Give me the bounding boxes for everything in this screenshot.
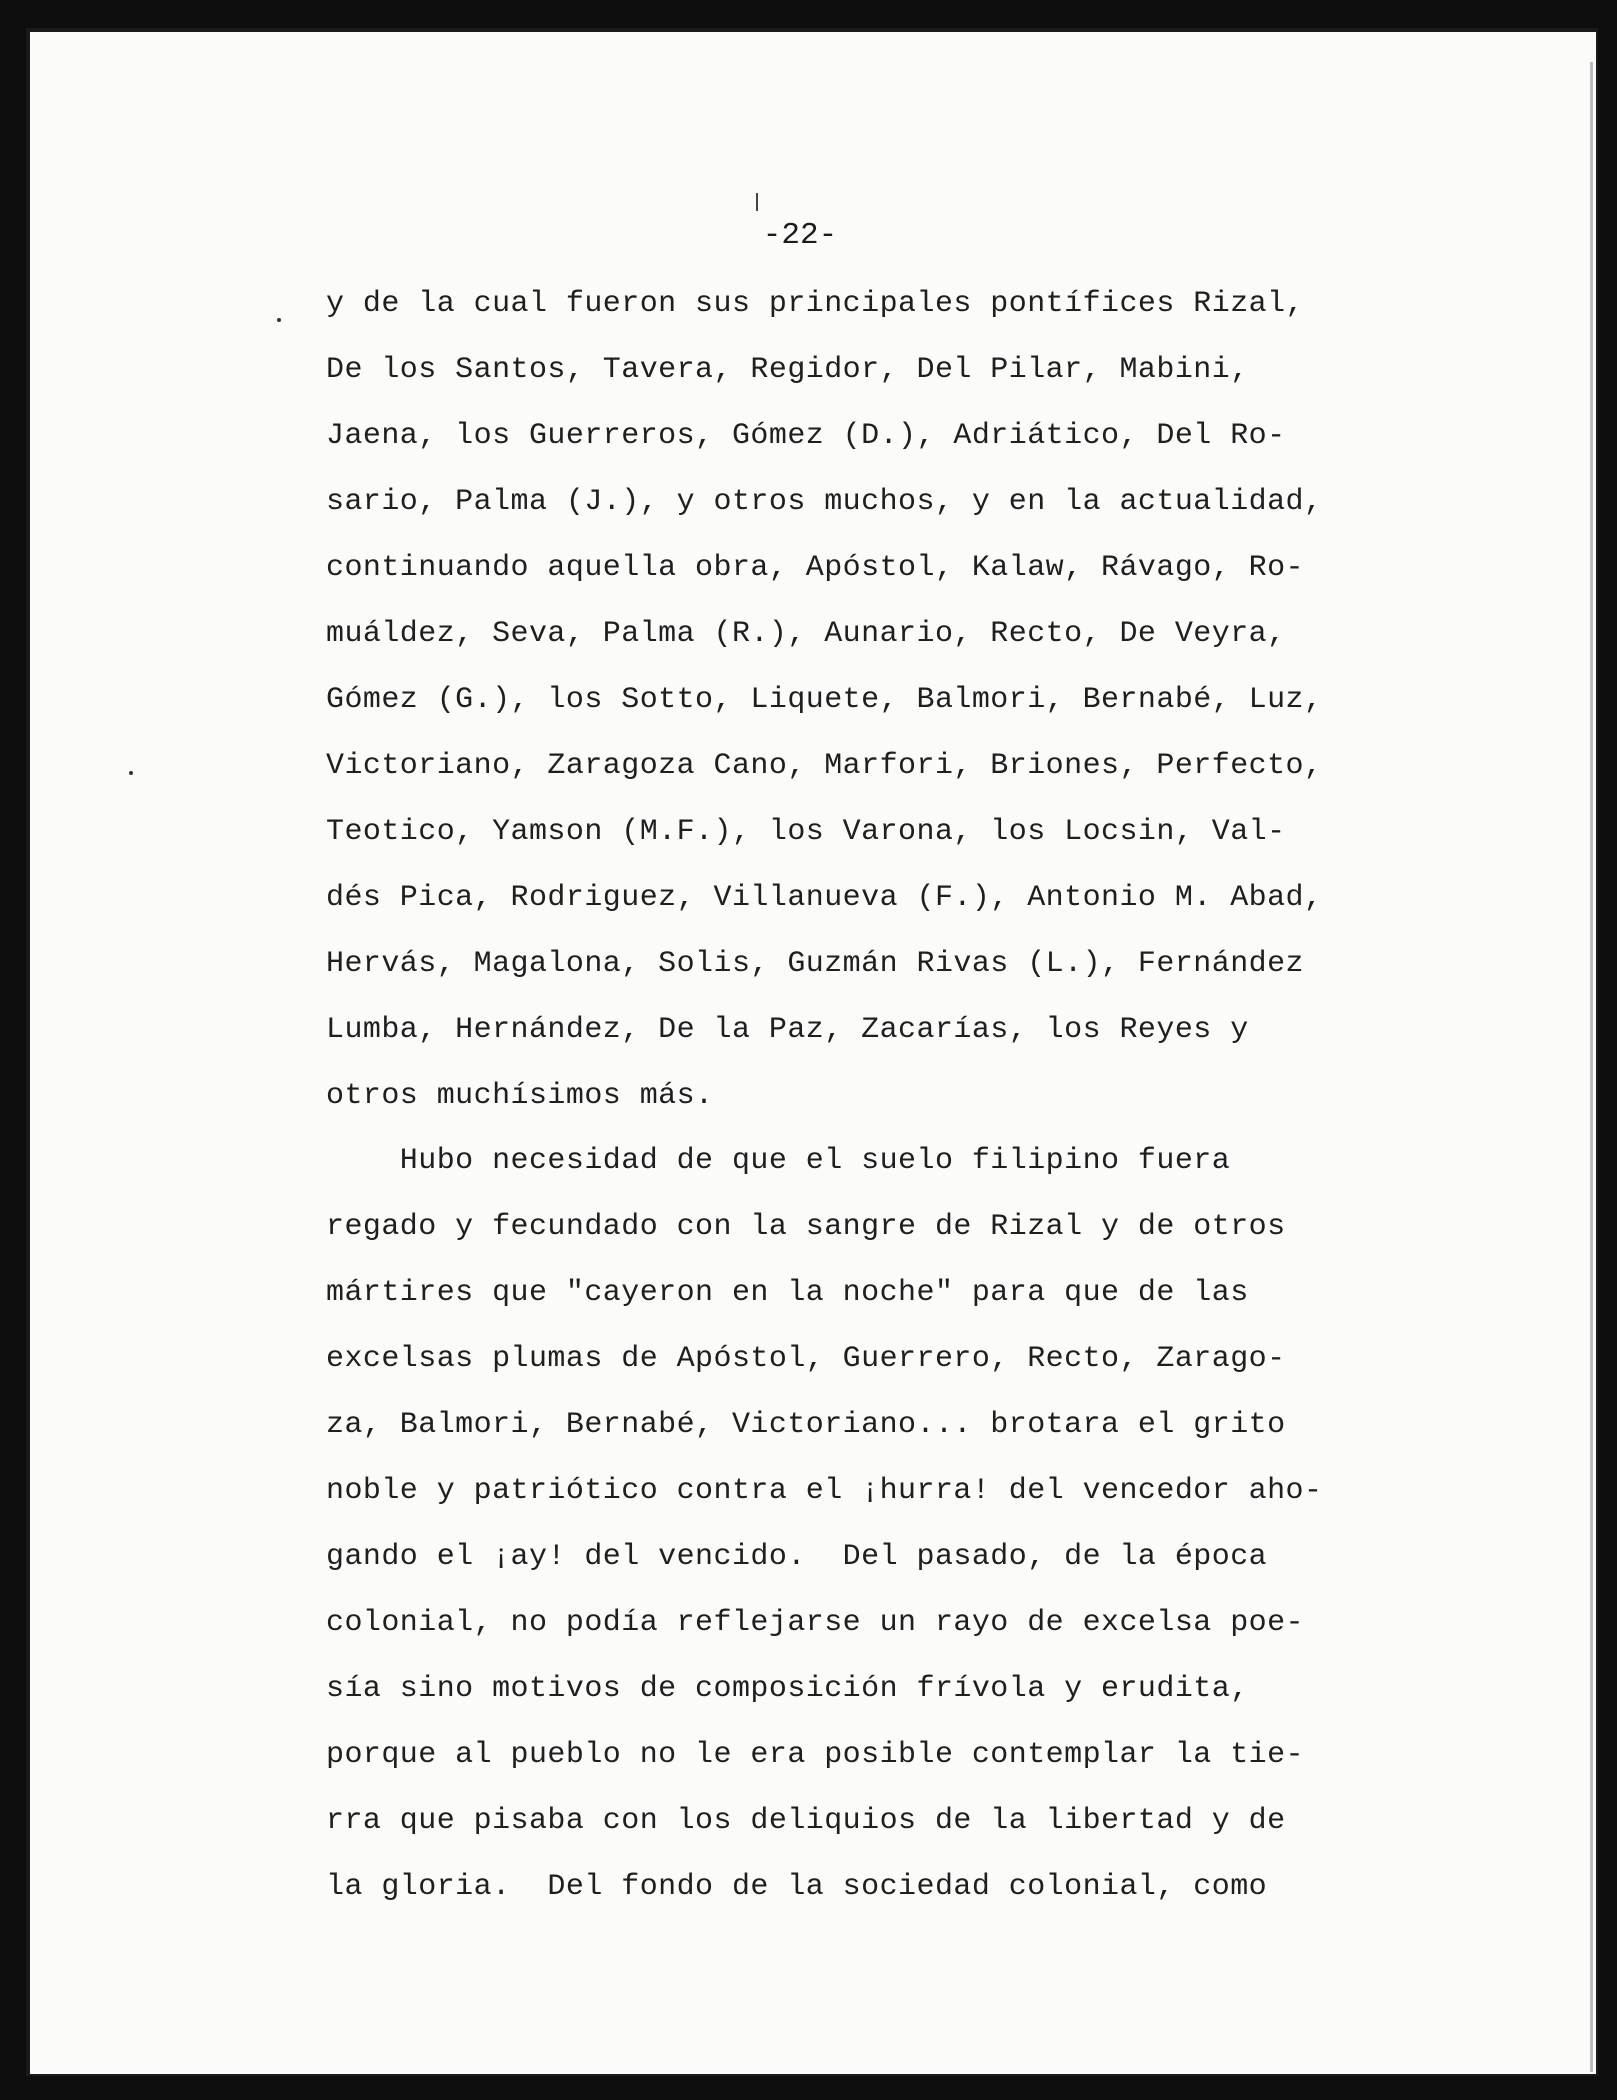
text-line: noble y patriótico contra el ¡hurra! del vencedor aho- <box>326 1474 1323 1508</box>
text-line: Gómez (G.), los Sotto, Liquete, Balmori, Bernabé, Luz, <box>326 683 1323 717</box>
text-line: Jaena, los Guerreros, Gómez (D.), Adriático, Del Ro- <box>326 419 1286 453</box>
scan-border-bottom <box>0 2076 1617 2100</box>
page-edge-shadow <box>1590 62 1593 2072</box>
text-line: Lumba, Hernández, De la Paz, Zacarías, los Reyes y <box>326 1013 1249 1047</box>
text-line: regado y fecundado con la sangre de Rizal y de otros <box>326 1210 1286 1244</box>
text-line: muáldez, Seva, Palma (R.), Aunario, Recto, De Veyra, <box>326 617 1286 651</box>
text-line: za, Balmori, Bernabé, Victoriano... brotara el grito <box>326 1408 1286 1442</box>
text-line: Victoriano, Zaragoza Cano, Marfori, Briones, Perfecto, <box>326 749 1323 783</box>
text-line: porque al pueblo no le era posible contemplar la tie- <box>326 1738 1305 1772</box>
text-line: mártires que "cayeron en la noche" para que de las <box>326 1276 1249 1310</box>
text-line: gando el ¡ay! del vencido. Del pasado, de la época <box>326 1540 1268 1574</box>
text-line: sario, Palma (J.), y otros muchos, y en la actualidad, <box>326 485 1323 519</box>
text-line: la gloria. Del fondo de la sociedad colonial, como <box>326 1870 1268 1904</box>
scan-border-right <box>1598 0 1617 2100</box>
text-line: excelsas plumas de Apóstol, Guerrero, Recto, Zarago- <box>326 1342 1286 1376</box>
scan-speck <box>129 771 133 775</box>
text-line: De los Santos, Tavera, Regidor, Del Pilar, Mabini, <box>326 353 1249 387</box>
text-line: continuando aquella obra, Apóstol, Kalaw, Rávago, Ro- <box>326 551 1305 585</box>
text-line: Hubo necesidad de que el suelo filipino fuera <box>326 1144 1231 1178</box>
scan-border-top <box>0 0 1617 28</box>
text-line: Hervás, Magalona, Solis, Guzmán Rivas (L.), Fernández <box>326 947 1305 981</box>
text-line: rra que pisaba con los deliquios de la libertad y de <box>326 1804 1286 1838</box>
page-number: -22- <box>762 218 838 253</box>
text-line: y de la cual fueron sus principales pontífices Rizal, <box>326 287 1305 321</box>
scan-speck <box>277 318 281 322</box>
text-line: dés Pica, Rodriguez, Villanueva (F.), Antonio M. Abad, <box>326 881 1323 915</box>
text-line: sía sino motivos de composición frívola y erudita, <box>326 1672 1249 1706</box>
text-line: otros muchísimos más. <box>326 1079 714 1113</box>
scan-mark <box>756 193 758 211</box>
text-line: Teotico, Yamson (M.F.), los Varona, los Locsin, Val- <box>326 815 1286 849</box>
scan-border-left <box>0 0 26 2100</box>
text-line: colonial, no podía reflejarse un rayo de excelsa poe- <box>326 1606 1305 1640</box>
